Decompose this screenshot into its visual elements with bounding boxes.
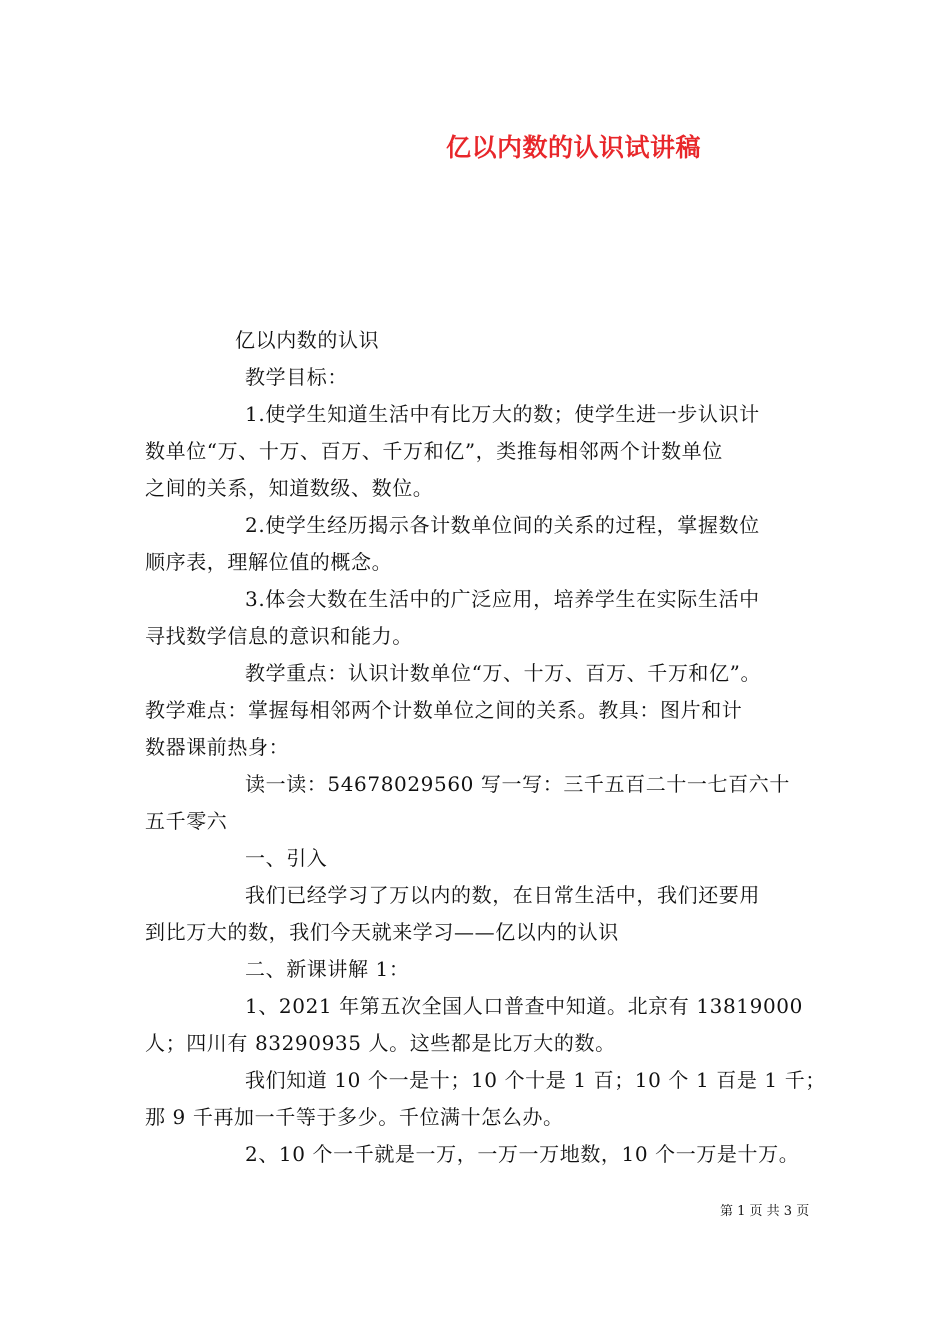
document-title: 亿以内数的认识试讲稿 xyxy=(446,133,702,162)
paragraph-line: 我们知道 10 个一是十；10 个十是 1 百；10 个 1 百是 1 千； xyxy=(245,1068,826,1092)
paragraph-line: 数器课前热身： xyxy=(145,735,290,759)
paragraph-line: 那 9 千再加一千等于多少。千位满十怎么办。 xyxy=(145,1105,564,1129)
paragraph-line: 教学难点：掌握每相邻两个计数单位之间的关系。教具：图片和计 xyxy=(145,698,743,722)
paragraph-line: 顺序表，理解位值的概念。 xyxy=(145,550,393,574)
section-heading: 一、引入 xyxy=(245,846,328,870)
paragraph-line: 人；四川有 83290935 人。这些都是比万大的数。 xyxy=(145,1031,616,1055)
paragraph-line: 2、10 个一千就是一万，一万一万地数，10 个一万是十万。 xyxy=(245,1142,800,1166)
paragraph-line: 3.体会大数在生活中的广泛应用，培养学生在实际生活中 xyxy=(245,587,760,611)
page-number-footer: 第 1 页 共 3 页 xyxy=(720,1204,810,1219)
paragraph-line: 数单位“万、十万、百万、千万和亿”，类推每相邻两个计数单位 xyxy=(145,439,723,463)
paragraph-line: 寻找数学信息的意识和能力。 xyxy=(145,624,413,648)
paragraph-line: 五千零六 xyxy=(145,809,228,833)
paragraph-line: 教学重点：认识计数单位“万、十万、百万、千万和亿”。 xyxy=(245,661,762,685)
paragraph-line: 到比万大的数，我们今天就来学习——亿以内的认识 xyxy=(145,920,619,944)
paragraph-line: 2.使学生经历揭示各计数单位间的关系的过程，掌握数位 xyxy=(245,513,760,537)
document-body xyxy=(145,322,826,1173)
paragraph-line: 教学目标： xyxy=(245,365,348,389)
paragraph-line: 1、2021 年第五次全国人口普查中知道。北京有 13819000 xyxy=(245,994,803,1018)
section-heading: 亿以内数的认识 xyxy=(235,328,380,352)
paragraph-line: 读一读：54678029560 写一写：三千五百二十一七百六十 xyxy=(245,772,790,796)
paragraph-line: 1.使学生知道生活中有比万大的数；使学生进一步认识计 xyxy=(245,402,760,426)
section-heading: 二、新课讲解 1： xyxy=(245,957,410,981)
paragraph-line: 我们已经学习了万以内的数，在日常生活中，我们还要用 xyxy=(245,883,760,907)
paragraph-line: 之间的关系，知道数级、数位。 xyxy=(145,476,434,500)
